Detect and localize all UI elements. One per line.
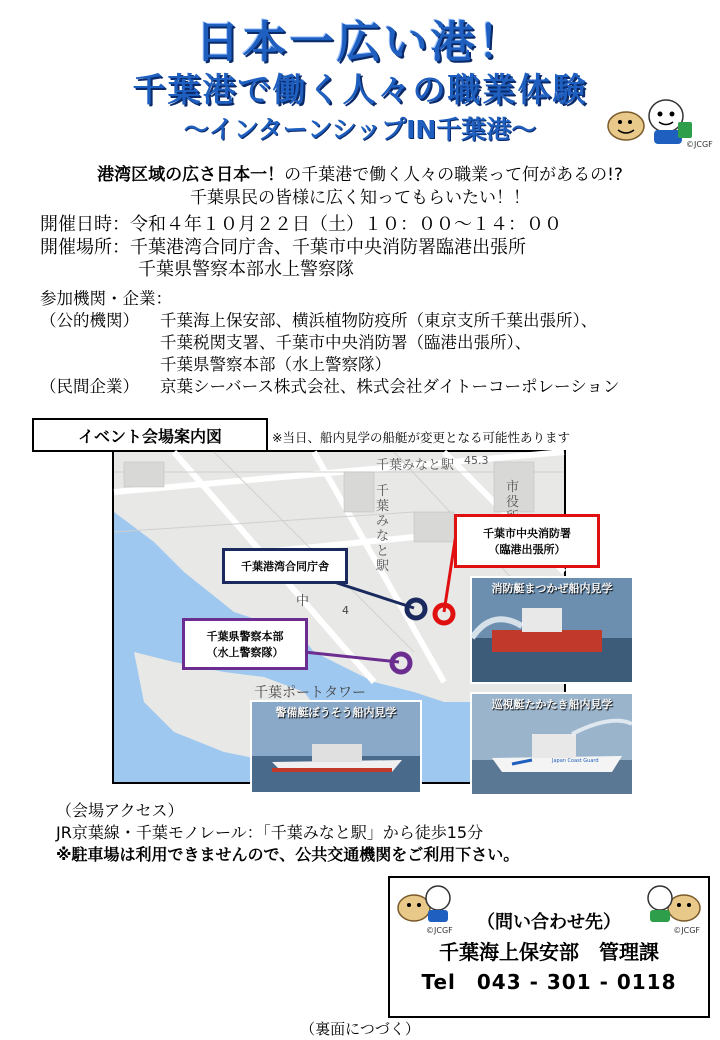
- contact-copyright-right: ©JCGF: [673, 926, 700, 935]
- map-section-title: イベント会場案内図: [32, 418, 268, 452]
- participants-label: 参加機関・企業：: [40, 289, 172, 308]
- private-line: 京葉シーバース株式会社、株式会社ダイトーコーポレーション: [160, 377, 620, 396]
- public-line-2: 千葉税関支署、千葉市中央消防署（臨港出張所）、: [160, 333, 532, 352]
- callout-police: [182, 618, 308, 670]
- intro-line-2: 千葉県民の皆様に広く知ってもらいたい！！: [190, 188, 530, 208]
- callout-police-line-1: 千葉県警察本部: [206, 630, 284, 643]
- photo-fireboat-caption: 消防艇まつかぜ船内見学: [491, 582, 613, 595]
- page-title: 日本一広い港！: [195, 17, 525, 68]
- map-small-number: 4: [342, 604, 349, 617]
- intro-rest: の千葉港で働く人々の職業って何があるの!?: [284, 165, 623, 185]
- photo-policeboat-caption: 警備艇ぼうそう船内見学: [275, 706, 397, 719]
- map-city-office: 市役: [506, 480, 520, 510]
- public-line-1: 千葉海上保安部、横浜植物防疫所（東京支所千葉出張所）、: [160, 311, 598, 330]
- map-station-vertical: 千葉みなと駅: [376, 484, 390, 574]
- intro-highlight: 港湾区域の広さ日本一！: [97, 165, 285, 185]
- page-tagline: ～インターンシップIN千葉港～: [183, 115, 537, 144]
- map-route-number: 45.3: [464, 454, 489, 467]
- page-subtitle: 千葉港で働く人々の職業体験: [132, 70, 588, 109]
- contact-copyright-left: ©JCGF: [426, 926, 453, 935]
- venue-line-1: 千葉港湾合同庁舎、千葉市中央消防署臨港出張所: [130, 237, 526, 258]
- callout-fire-station: [454, 514, 600, 568]
- public-label: （公的機関）: [40, 311, 139, 330]
- map-station-label: 千葉みなと駅: [376, 458, 455, 473]
- callout-gov-text: 千葉港湾合同庁舎: [241, 560, 329, 573]
- photo-patrolboat-caption: 巡視艇たかたき船内見学: [491, 698, 613, 711]
- map-center-char: 中: [296, 594, 310, 609]
- callout-fire-line-2: （臨港出張所）: [488, 543, 566, 556]
- mascot-copyright: ©JCGF: [686, 140, 713, 149]
- intro-line-1: [0, 160, 720, 185]
- contact-heading: （問い合わせ先）: [477, 912, 621, 933]
- gov-building-marker: [407, 600, 425, 618]
- venue-map: [112, 450, 613, 784]
- callout-police-line-2: （水上警察隊）: [206, 646, 284, 659]
- photo-patrolboat: [470, 692, 634, 796]
- continued-note: （裏面につづく）: [300, 1020, 420, 1038]
- event-date: [40, 214, 562, 236]
- date-value: 令和４年１０月２２日（土）１０：００～１４：００: [130, 214, 562, 235]
- access-train: JR京葉線・千葉モノレール：「千葉みなと駅」から徒歩15分: [56, 823, 484, 842]
- venue-label: 開催場所：: [40, 237, 130, 258]
- public-line-3: 千葉県警察本部（水上警察隊）: [160, 355, 391, 374]
- contact-box: [388, 876, 710, 1018]
- event-venue: [40, 237, 526, 259]
- access-label: （会場アクセス）: [56, 801, 184, 820]
- map-port-tower: 千葉ポートタワー: [254, 685, 366, 701]
- venue-line-2: 千葉県警察本部水上警察隊: [138, 259, 354, 280]
- callout-gov-building: [222, 548, 348, 584]
- date-label: 開催日時：: [40, 214, 130, 235]
- contact-tel[interactable]: Tel 043 - 301 - 0118: [421, 970, 677, 994]
- private-label: （民間企業）: [40, 377, 139, 396]
- patrolboat-hull-text: Japan Coast Guard: [552, 758, 599, 764]
- photo-policeboat: [250, 700, 422, 794]
- contact-org: 千葉海上保安部 管理課: [439, 940, 659, 964]
- map-note: ※当日、船内見学の船艇が変更となる可能性あります: [272, 430, 570, 445]
- photo-fireboat: [470, 576, 634, 684]
- access-parking-note: ※駐車場は利用できませんので、公共交通機関をご利用下さい。: [56, 845, 520, 864]
- callout-fire-line-1: 千葉市中央消防署: [483, 527, 571, 540]
